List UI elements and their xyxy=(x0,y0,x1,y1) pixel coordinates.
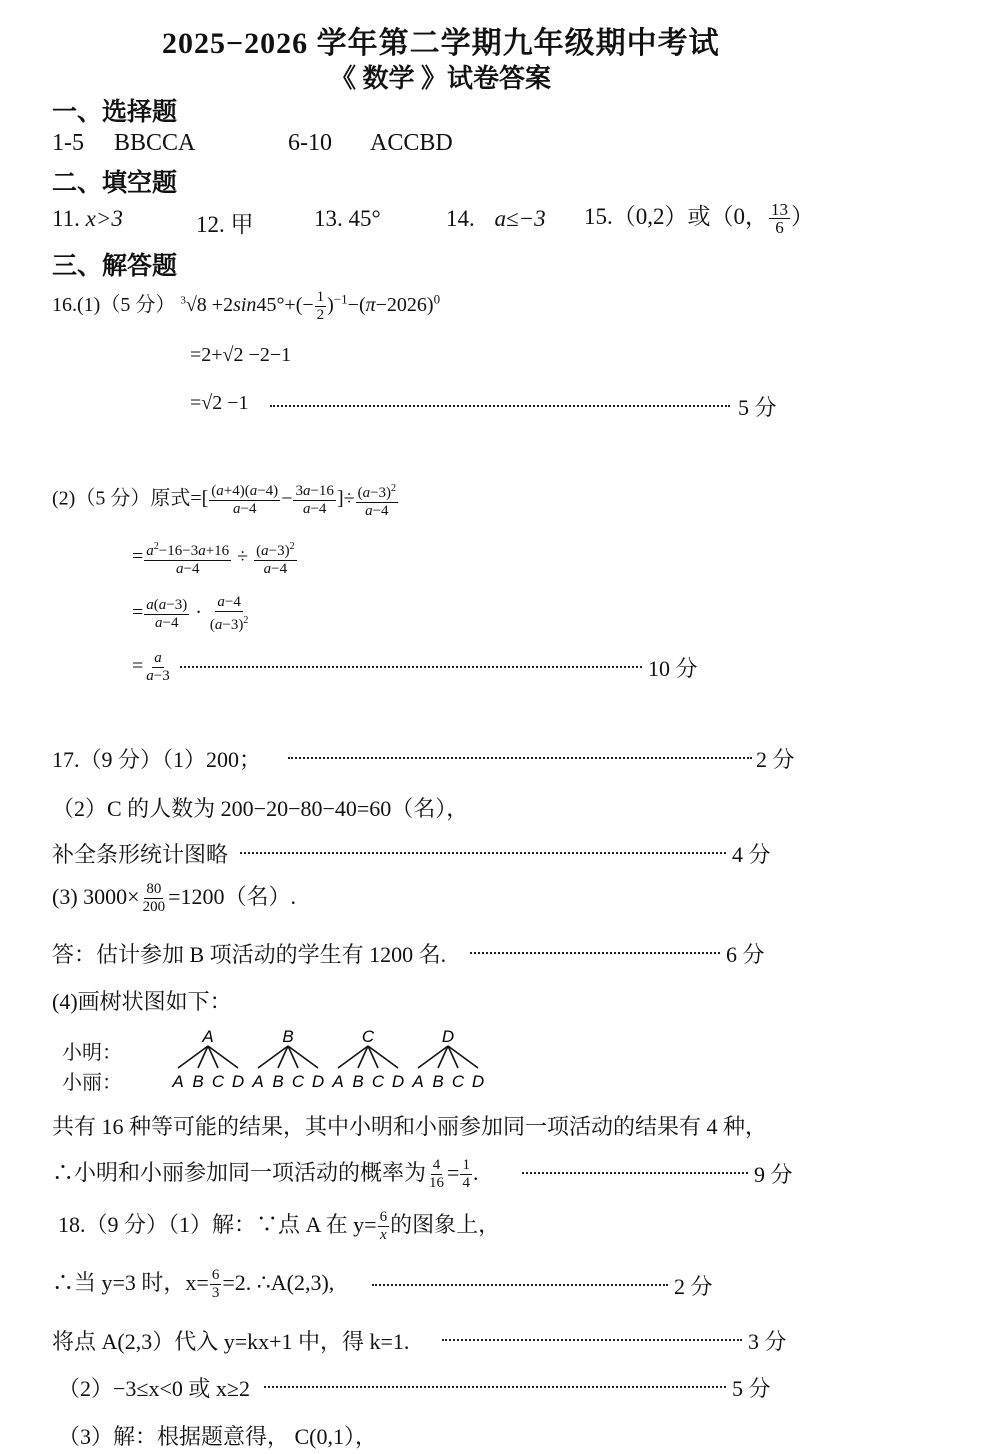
q17-line8-pre: ∴小明和小丽参加同一项活动的概率为 xyxy=(52,1160,427,1185)
q16-part2-head: (2)（5 分）原式=[ $\frac{(a+4)(a-4)}{a-4}$ − $\frac{3a-16}{a-4}$ ]÷ $\frac{(a-3)^2}{a-4}$ xyxy=(52,480,399,520)
fill-q11 xyxy=(52,206,123,232)
tree-child-c: C xyxy=(451,1072,465,1091)
fraction-denominator: 4 xyxy=(462,1175,470,1192)
q17-line1-score: 2 分 xyxy=(756,747,795,772)
fraction-numerator: 4 xyxy=(432,1157,441,1174)
q17-line4-pre: (3) 3000× xyxy=(52,884,140,909)
q17-line7: 共有 16 种等可能的结果，其中小明和小丽参加同一项活动的结果有 4 种， xyxy=(52,1114,768,1139)
fraction: $\frac{a}{a-3}$ xyxy=(146,650,170,684)
q16-part1-step3: =√2 −1 xyxy=(190,392,249,414)
q16-part1-head xyxy=(52,288,440,324)
q17-line4 xyxy=(52,880,296,916)
q18-line3-score: 3 分 xyxy=(748,1329,787,1354)
fill-q14 xyxy=(446,206,546,232)
fill-q15-post: ） xyxy=(791,204,814,229)
dotted-leader xyxy=(270,405,730,407)
q17-line5: 答：估计参加 B 项活动的学生有 1200 名. xyxy=(52,942,447,967)
fraction xyxy=(427,1157,446,1192)
tree-child-d: D xyxy=(231,1072,245,1091)
choice-group1-answers: BBCCA xyxy=(114,130,196,156)
tree-child-a: A xyxy=(412,1072,424,1091)
fill-q14-answer: a≤−3 xyxy=(494,206,546,231)
q18-line2-post: =2. ∴A(2,3), xyxy=(222,1270,335,1295)
q16-part1-label: 16.(1)（5 分） xyxy=(52,294,176,316)
q16-part2-label: (2)（5 分）原式=[ xyxy=(52,487,209,510)
choice-group1-label: 1-5 xyxy=(52,130,84,156)
tree-parent-d: D xyxy=(441,1027,455,1046)
q16-part2-step4: = $\frac{a}{a-3}$ xyxy=(132,650,170,684)
dotted-leader xyxy=(264,1386,726,1388)
tree-child-b: B xyxy=(272,1072,284,1091)
dotted-leader xyxy=(442,1339,742,1341)
fill-q12: 12. 甲 xyxy=(196,212,254,237)
q17-line5-score: 6 分 xyxy=(726,942,765,967)
fill-q15-pre: 15.（0,2）或（0， xyxy=(584,204,768,229)
fraction: $\frac{(a-3)^2}{a-4}$ xyxy=(356,480,398,520)
q17-line3-score: 4 分 xyxy=(732,842,771,867)
q17-line3: 补全条形统计图略 xyxy=(52,842,229,867)
dotted-leader xyxy=(470,952,720,954)
tree-parent-b: B xyxy=(282,1027,294,1046)
tree-parent-c: C xyxy=(361,1027,375,1046)
page-subtitle: 《 数学 》试卷答案 xyxy=(330,64,552,93)
q16-part2-score: 10 分 xyxy=(648,656,698,681)
fraction-half: $\frac{1}{2}$ xyxy=(316,288,325,323)
q18-line2-pre: ∴当 y=3 时，x= xyxy=(52,1270,209,1295)
tree-row-xiaoli: 小丽： xyxy=(62,1072,122,1094)
fraction-denominator: x xyxy=(380,1227,387,1244)
q16-part1-expression: $^3$√8 +2sin45°+(− $\frac{1}{2}$ )$^{-1}-(\pi-2026)^0$ xyxy=(180,288,441,323)
q17-line6: (4)画树状图如下： xyxy=(52,989,232,1014)
fraction: $\frac{a^2-16-3a+16}{a-4}$ xyxy=(144,538,231,578)
tree-parent-a: A xyxy=(202,1027,214,1046)
fill-q11-answer: x>3 xyxy=(85,206,123,231)
dotted-leader xyxy=(522,1172,748,1174)
tree-child-d: D xyxy=(471,1072,485,1091)
fraction-numerator: 1 xyxy=(462,1157,470,1174)
tree-child-b: B xyxy=(352,1072,364,1091)
q18-line4-score: 5 分 xyxy=(732,1376,771,1401)
q18-line1 xyxy=(58,1208,500,1244)
tree-child-a: A xyxy=(332,1072,344,1091)
q18-line1-post: 的图象上， xyxy=(390,1212,501,1237)
fill-q15-fraction xyxy=(769,201,790,236)
tree-child-c: C xyxy=(211,1072,225,1091)
fraction xyxy=(210,1267,222,1302)
fraction: $\frac{3a-16}{a-4}$ xyxy=(295,482,334,517)
q18-line2-score: 2 分 xyxy=(674,1274,713,1299)
q16-part1-step2: =2+√2 −2−1 xyxy=(190,344,292,366)
tree-child-d: D xyxy=(311,1072,325,1091)
fraction: $\frac{a(a-3)}{a-4}$ xyxy=(146,596,188,631)
page-title: 2025−2026 学年第二学期九年级期中考试 xyxy=(162,27,720,60)
tree-child-c: C xyxy=(291,1072,305,1091)
tree-diagram xyxy=(160,1024,500,1096)
q18-line1-pre: 18.（9 分）（1）解：∵点 A 在 y= xyxy=(58,1212,377,1237)
section-answer: 三、解答题 xyxy=(52,253,178,280)
dotted-leader xyxy=(180,666,642,668)
fraction xyxy=(460,1157,472,1192)
q16-part2-step3: = $\frac{a(a-3)}{a-4}$ · $\frac{a-4}{(a-3)^2}$ xyxy=(132,594,249,633)
fraction: $\frac{(a+4)(a-4)}{a-4}$ xyxy=(211,482,279,517)
tree-child-a: A xyxy=(172,1072,184,1091)
fraction-numerator: 6 xyxy=(379,1209,388,1226)
section-fill: 二、填空题 xyxy=(52,170,178,197)
section-choice: 一、选择题 xyxy=(52,99,178,126)
q18-line2 xyxy=(52,1266,334,1302)
tree-row-xiaoming: 小明： xyxy=(62,1042,122,1064)
choice-group2-answers: ACCBD xyxy=(370,130,453,156)
fill-q13: 13. 45° xyxy=(314,206,381,231)
tree-child-a: A xyxy=(252,1072,264,1091)
fill-q14-label: 14. xyxy=(446,206,475,231)
tree-child-b: B xyxy=(192,1072,204,1091)
choice-group2-label: 6-10 xyxy=(288,130,332,156)
fraction xyxy=(141,881,168,916)
q17-line8: ∴小明和小丽参加同一项活动的概率为 $\frac{4}{16}$ = $\frac{1}{4}$ . xyxy=(52,1157,479,1192)
dotted-leader xyxy=(288,757,752,759)
q18-line4: （2）−3≤x<0 或 x≥2 xyxy=(58,1376,250,1401)
tree-child-b: B xyxy=(432,1072,444,1091)
fraction-denominator: 200 xyxy=(142,899,166,916)
fraction-denominator: 6 xyxy=(775,218,784,238)
tree-child-d: D xyxy=(391,1072,405,1091)
q17-line1: 17.（9 分）（1）200； xyxy=(52,747,262,772)
dotted-leader xyxy=(240,852,726,854)
fraction-numerator: 80 xyxy=(146,881,162,898)
fill-q11-label: 11. xyxy=(52,206,80,231)
q16-part1-score: 5 分 xyxy=(738,395,777,420)
fraction: $\frac{a-4}{(a-3)^2}$ xyxy=(209,594,249,633)
q18-line3: 将点 A(2,3）代入 y=kx+1 中，得 k=1. xyxy=(52,1329,410,1354)
q17-line4-post: =1200（名）. xyxy=(168,884,296,909)
fraction-denominator: 16 xyxy=(429,1175,445,1192)
fraction xyxy=(378,1209,390,1244)
fraction-numerator: 13 xyxy=(771,200,788,220)
fraction: $\frac{(a-3)^2}{a-4}$ xyxy=(254,538,296,578)
tree-child-c: C xyxy=(371,1072,385,1091)
q17-line2: （2）C 的人数为 200−20−80−40=60（名）， xyxy=(52,796,469,821)
q18-line5: （3）解：根据题意得， C(0,1）， xyxy=(58,1424,378,1449)
q17-line8-score: 9 分 xyxy=(754,1162,793,1187)
fraction-numerator: 6 xyxy=(211,1267,220,1284)
fill-q15 xyxy=(584,198,814,236)
fraction-denominator: 3 xyxy=(211,1285,220,1302)
dotted-leader xyxy=(372,1284,668,1286)
q16-part2-step2: = $\frac{a^2-16-3a+16}{a-4}$ ÷ $\frac{(a-3)^2}{a-4}$ xyxy=(132,538,298,578)
